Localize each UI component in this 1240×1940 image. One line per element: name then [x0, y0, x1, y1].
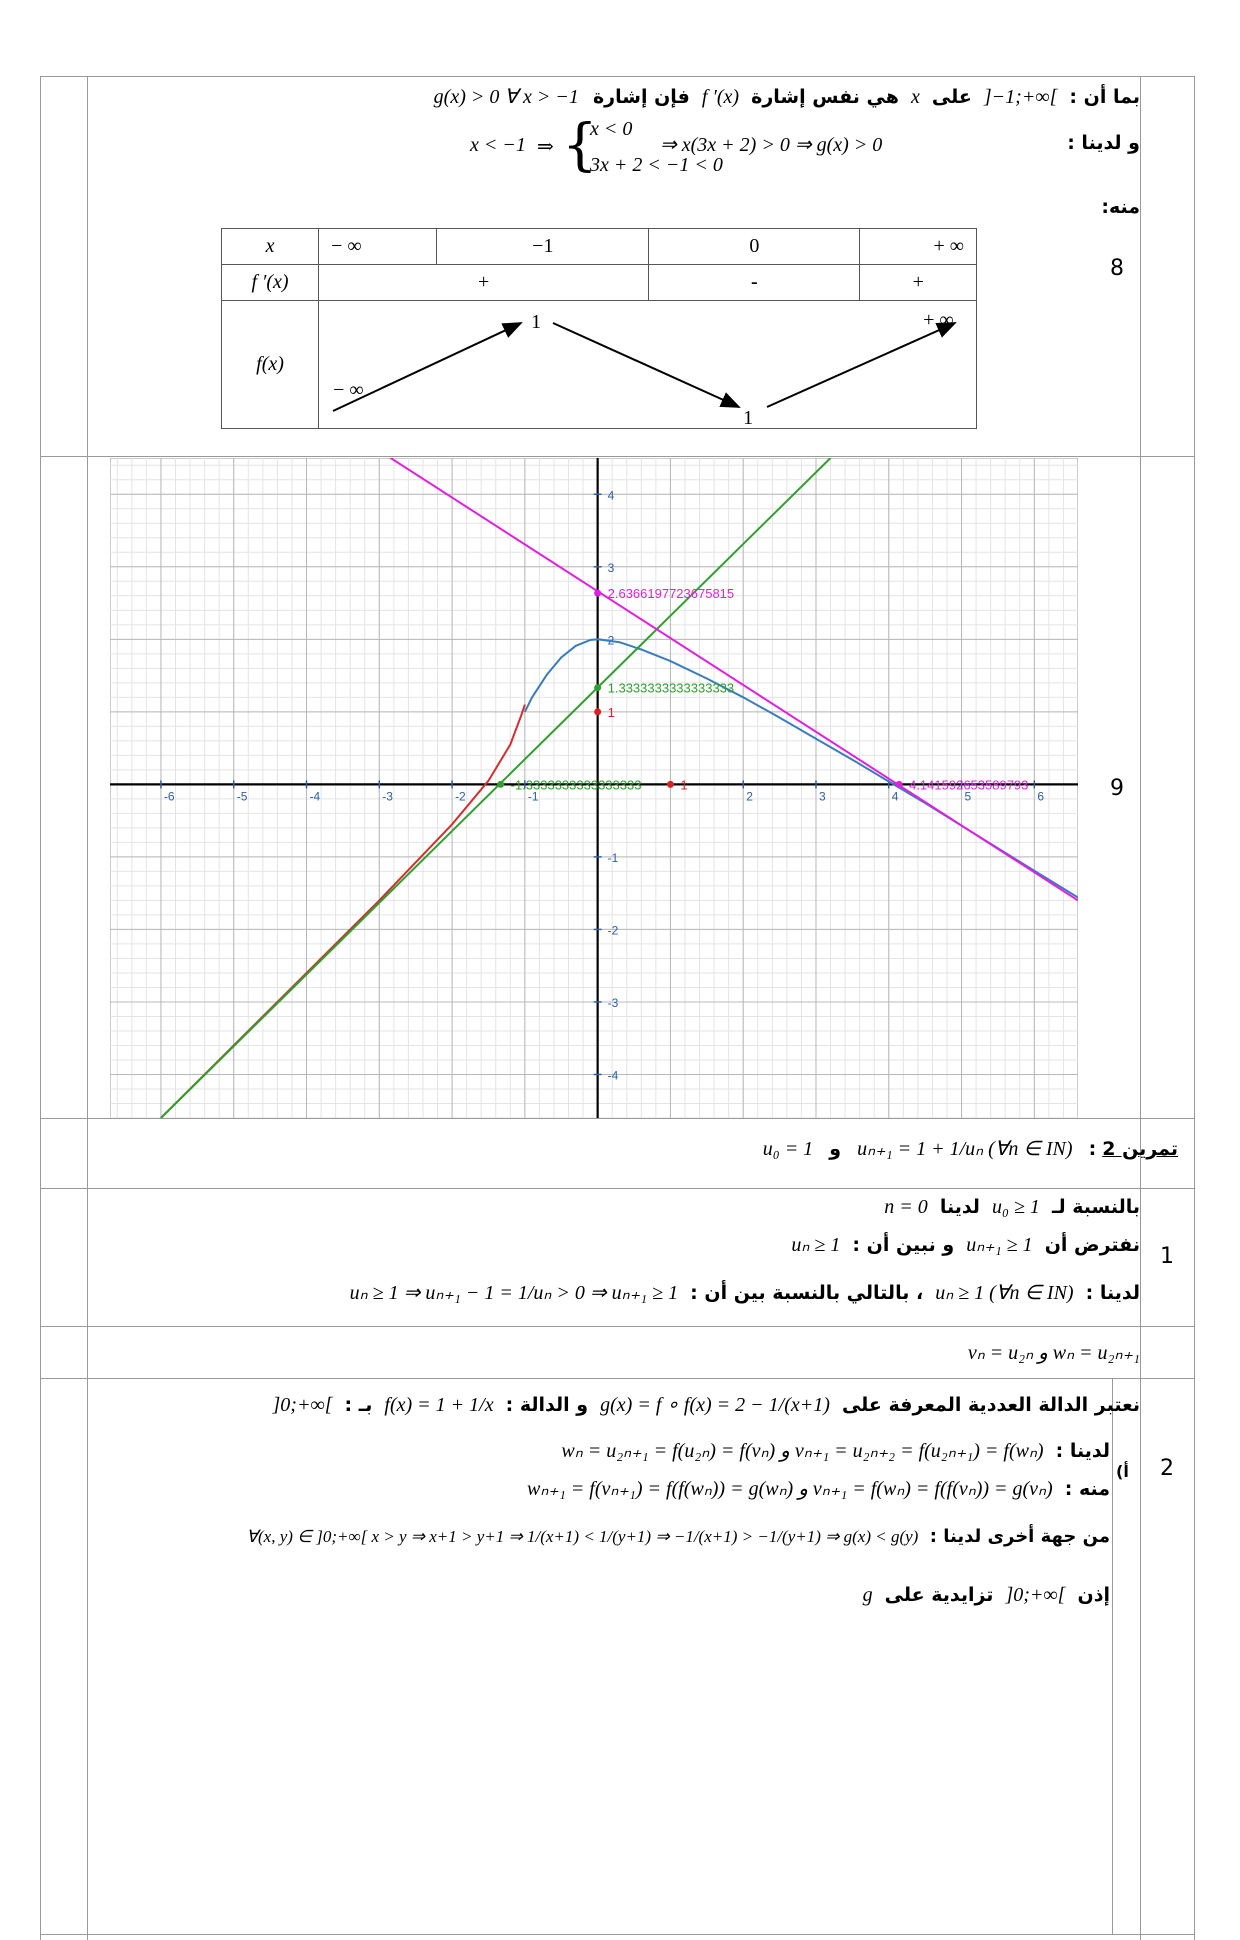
q8-line1-math3: x	[910, 86, 920, 108]
row-divider-def-q2	[40, 1378, 1194, 1379]
ex2-q1-line3	[344, 1280, 1140, 1305]
ex2-q1-l2-text: نفترض أن	[1044, 1234, 1140, 1256]
vt-x-val-0: − ∞	[319, 229, 437, 265]
q8-line1-text: بما أن :	[1069, 86, 1140, 108]
ex2-q2-l1-math3: g(x) = f ∘ f(x) = 2 − 1/(x+1)	[600, 1394, 830, 1416]
q8-system-brace: {	[562, 113, 598, 178]
ex2-q1-l3-math2: uₙ ≥ 1 (∀n ∈ IN)	[935, 1282, 1074, 1304]
vt-fprime-label: f ′(x)	[222, 265, 319, 301]
point-marker	[594, 708, 601, 715]
ex2-q2-l5-text2: تزايدية على	[884, 1584, 994, 1606]
q8-line1-math4: ]−1;+∞[	[983, 86, 1058, 108]
q8-x-less-minus-one: x < −1	[470, 134, 526, 156]
vt-sign-0: +	[319, 265, 649, 301]
point-label: 2.6366197723675815	[607, 586, 735, 602]
point-label: 4.141592653589793	[909, 777, 1029, 793]
ex2-q2-l1-text: نعتبر الدالة العددية المعرفة على	[841, 1394, 1140, 1416]
point-label: 1	[607, 704, 615, 720]
ex2-q1-l2-text2: و نبين أن :	[852, 1234, 955, 1256]
question-number-ex2-2: 2	[1160, 1456, 1174, 1481]
point-marker	[594, 590, 601, 597]
ex2-q2-l5-math: g	[862, 1584, 873, 1606]
ex2-q2-l2-math: wₙ = u₂ₙ₊₁ = f(u₂ₙ) = f(vₙ) و vₙ₊₁ = u₂ₙ₊₂ = f(u₂ₙ₊₁) = f(wₙ)	[561, 1440, 1044, 1462]
variation-arrows	[319, 301, 969, 429]
y-tick-label: 4	[607, 488, 615, 503]
x-tick-label: -1	[527, 789, 539, 804]
ex2-q2-l3-text: منه :	[1064, 1478, 1110, 1500]
ex2-u0: u₀ = 1	[762, 1138, 814, 1160]
ex2-q1-l1-text2: لدينا	[939, 1196, 980, 1218]
ex2-and: و	[829, 1138, 842, 1160]
q8-implies: ⇒	[537, 134, 554, 158]
ex2-q1-line2	[785, 1232, 1140, 1257]
vt-variation-cell	[319, 301, 977, 429]
y-tick-label: -4	[607, 1068, 619, 1083]
q8-line2-text: و لدينا :	[1067, 132, 1140, 154]
q8-line1-text2: فإن إشارة	[592, 86, 690, 108]
point-marker	[667, 781, 674, 788]
function-graph	[110, 458, 1078, 1118]
ex2-q2-sub-label: أ)	[1116, 1462, 1129, 1481]
q8-line1	[426, 84, 1140, 109]
row-divider-ex2-q1	[40, 1188, 1194, 1189]
ex2-q2-l5-math2: ]0;+∞[	[1005, 1584, 1066, 1606]
question-number-8: 8	[1110, 256, 1124, 281]
frame-left-inner	[87, 76, 88, 1940]
ex2-q1-l3-math: uₙ ≥ 1 ⇒ uₙ₊₁ − 1 = 1/uₙ > 0 ⇒ uₙ₊₁ ≥ 1	[349, 1282, 679, 1304]
ex2-q2-l2-text: لدينا :	[1055, 1440, 1110, 1462]
vt-f-val-3: + ∞	[923, 309, 954, 331]
ex2-colon: :	[1088, 1138, 1097, 1160]
point-marker	[497, 781, 504, 788]
arrow-up-2	[767, 323, 955, 407]
point-marker	[896, 781, 903, 788]
vt-f-val-0: − ∞	[333, 379, 364, 401]
x-tick-label: -4	[309, 789, 321, 804]
vt-x-val-1: −1	[437, 229, 649, 265]
point-marker	[594, 684, 601, 691]
vt-f-val-2: 1	[743, 407, 754, 429]
ex2-q2-l1-math: ]0;+∞[	[272, 1394, 333, 1416]
sub-divider	[1112, 1378, 1113, 1934]
y-tick-label: -3	[607, 995, 619, 1010]
ex2-q2-l1-text3: و الدالة :	[505, 1394, 589, 1416]
question-number-ex2-1: 1	[1160, 1244, 1174, 1269]
x-tick-label: -6	[163, 789, 175, 804]
vt-x-val-3: + ∞	[860, 229, 977, 265]
arrow-down	[553, 323, 739, 407]
row-divider-8-9	[40, 456, 1194, 457]
ex2-q2-l1-math2: f(x) = 1 + 1/x	[384, 1394, 494, 1416]
y-tick-label: -1	[607, 850, 619, 865]
q8-system-line1: x < 0	[590, 118, 633, 140]
ex2-recurrence: uₙ₊₁ = 1 + 1/uₙ (∀n ∈ IN)	[857, 1138, 1073, 1160]
x-tick-label: -5	[236, 789, 248, 804]
variation-table	[221, 228, 977, 429]
vt-sign-1: -	[649, 265, 860, 301]
x-tick-label: 3	[818, 789, 826, 804]
frame-bottom	[40, 1934, 1194, 1935]
x-tick-label: 6	[1037, 789, 1045, 804]
row-divider-9-ex2	[40, 1118, 1194, 1119]
point-label: 1.3333333333333333	[607, 680, 735, 696]
ex2-q2-line1	[267, 1392, 1141, 1417]
y-tick-label: 2	[607, 633, 615, 648]
ex2-q2-l5-text: إذن	[1077, 1584, 1110, 1606]
point-label: 1	[680, 777, 688, 793]
frame-top	[40, 76, 1194, 77]
vt-f-val-1: 1	[531, 311, 542, 333]
ex2-q2-line4	[240, 1526, 1110, 1547]
row-divider-q1-def	[40, 1326, 1194, 1327]
ex2-q1-l1-math: n = 0	[884, 1196, 928, 1218]
ex2-q1-l1-math2: u₀ ≥ 1	[992, 1196, 1040, 1218]
frame-left-outer	[40, 76, 41, 1940]
ex2-q2-l4-math: ∀(x, y) ∈ ]0;+∞[ x > y ⇒ x+1 > y+1 ⇒ 1/(x+1) < 1/(y+1) ⇒ −1/(x+1) > −1/(y+1) ⇒ g(x) < g(y)	[246, 1527, 919, 1546]
question-number-9: 9	[1110, 776, 1124, 801]
x-tick-label: -3	[382, 789, 393, 804]
ex2-q1-l2-math: uₙ ≥ 1	[791, 1234, 841, 1256]
ex2-header	[753, 1136, 1178, 1161]
ex2-q1-l1-text: بالنسبة لـ	[1051, 1196, 1140, 1218]
vt-x-val-2: 0	[649, 229, 860, 265]
ex2-q2-line2	[555, 1438, 1110, 1463]
q8-line1-math: g(x) > 0 ∀ x > −1	[433, 86, 579, 108]
ex2-q2-line3	[521, 1476, 1110, 1501]
ex2-q2-l1-text2: بـ :	[344, 1394, 373, 1416]
q8-line1-text4: على	[931, 86, 972, 108]
frame-right-inner	[1140, 76, 1141, 1940]
q8-line2-math: ⇒ x(3x + 2) > 0 ⇒ g(x) > 0	[660, 134, 883, 156]
q8-system-line2: 3x + 2 < −1 < 0	[590, 154, 723, 176]
vt-x-label: x	[222, 229, 319, 265]
ex2-q1-l2-math2: uₙ₊₁ ≥ 1	[966, 1234, 1033, 1256]
y-tick-label: 3	[607, 560, 615, 575]
x-tick-label: 4	[891, 789, 899, 804]
frame-right-outer	[1194, 76, 1195, 1940]
y-tick-label: -2	[607, 923, 619, 938]
ex2-title: تمرين 2	[1102, 1138, 1178, 1160]
q8-line1-math2: f ′(x)	[701, 86, 740, 108]
vt-sign-2: +	[860, 265, 977, 301]
ex2-q2-l3-math: wₙ₊₁ = f(vₙ₊₁) = f(f(wₙ)) = g(wₙ) و vₙ₊₁ = f(wₙ) = f(f(vₙ)) = g(vₙ)	[526, 1478, 1053, 1500]
ex2-def-line: vₙ = u₂ₙ و wₙ = u₂ₙ₊₁	[967, 1342, 1140, 1364]
ex2-q1-l3-text2: ، بالتالي بالنسبة بين أن :	[690, 1282, 924, 1304]
vt-f-label: f(x)	[222, 301, 319, 429]
x-tick-label: 2	[746, 789, 753, 804]
q8-line3	[1101, 196, 1140, 218]
x-tick-label: -2	[455, 789, 466, 804]
ex2-q1-l3-text: لدينا :	[1085, 1282, 1140, 1304]
ex2-q1-line1	[878, 1196, 1140, 1219]
q8-line2	[1067, 132, 1140, 154]
ex2-q2-l4-text: من جهة أخرى لدينا :	[929, 1526, 1110, 1547]
q8-line1-text3: هي نفس إشارة	[751, 86, 899, 108]
point-label: -1.3333333333333333	[510, 777, 642, 793]
ex2-q2-line5	[857, 1584, 1110, 1607]
q8-line3-text: منه:	[1101, 196, 1140, 218]
x-tick-label: 5	[964, 789, 972, 804]
